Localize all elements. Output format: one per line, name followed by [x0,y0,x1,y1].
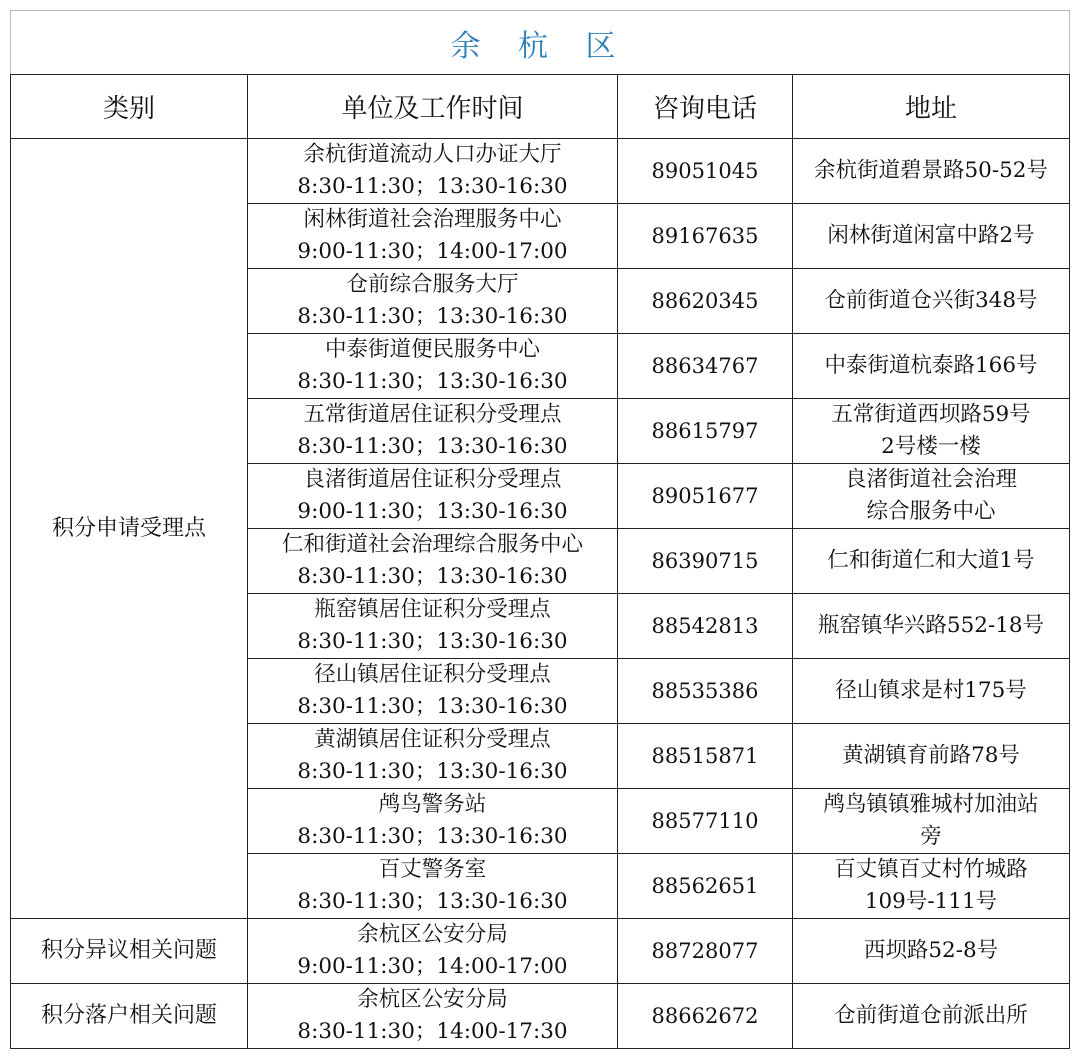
unit-name: 仓前综合服务大厅 [346,272,519,297]
address-line: 余杭街道碧景路50-52号 [814,158,1048,183]
address-cell [793,724,1070,789]
address-cell [793,659,1070,724]
unit-hours: 8:30-11:30；14:00-17:30 [297,1019,568,1044]
unit-cell [248,854,618,919]
phone-cell: 88577110 [618,789,793,854]
unit-name: 鸬鸟警务站 [378,792,487,817]
table-header-row [11,75,1070,139]
phone-cell: 88542813 [618,594,793,659]
unit-hours: 8:30-11:30；13:30-16:30 [297,434,568,459]
address-line-2: 2号楼一楼 [881,434,981,459]
unit-cell [248,399,618,464]
address-line: 良渚街道社会治理 [844,467,1017,492]
phone-cell: 88562651 [618,854,793,919]
table-row [11,984,1070,1049]
unit-hours: 8:30-11:30；13:30-16:30 [297,759,568,784]
unit-hours: 9:00-11:30；14:00-17:00 [297,239,568,264]
phone-cell: 88662672 [618,984,793,1049]
address-cell [793,529,1070,594]
unit-name: 仁和街道社会治理综合服务中心 [281,532,583,557]
unit-cell [248,594,618,659]
phone-cell: 88535386 [618,659,793,724]
category-dispute: 积分异议相关问题 [11,919,248,984]
unit-hours: 8:30-11:30；13:30-16:30 [297,304,568,329]
address-cell [793,464,1070,529]
address-cell [793,269,1070,334]
phone-cell: 86390715 [618,529,793,594]
address-cell [793,204,1070,269]
address-line-2: 综合服务中心 [866,499,996,524]
unit-name: 闲林街道社会治理服务中心 [303,207,562,232]
address-line-2: 109号-111号 [864,889,998,914]
address-cell [793,919,1070,984]
category-apply: 积分申请受理点 [11,139,248,919]
unit-hours: 8:30-11:30；13:30-16:30 [297,824,568,849]
unit-hours: 8:30-11:30；13:30-16:30 [297,694,568,719]
header-address: 地址 [793,75,1070,139]
address-line: 仓前街道仓兴街348号 [824,288,1038,313]
phone-cell: 88615797 [618,399,793,464]
header-category: 类别 [11,75,248,139]
unit-cell [248,204,618,269]
header-unit-hours: 单位及工作时间 [248,75,618,139]
unit-name: 余杭区公安分局 [357,987,508,1012]
unit-hours: 8:30-11:30；13:30-16:30 [297,629,568,654]
unit-hours: 9:00-11:30；13:30-16:30 [297,499,568,524]
address-line: 闲林街道闲富中路2号 [827,223,1035,248]
unit-cell [248,919,618,984]
address-cell [793,789,1070,854]
address-line: 径山镇求是村175号 [835,678,1027,703]
phone-cell: 88620345 [618,269,793,334]
unit-name: 五常街道居住证积分受理点 [303,402,562,427]
category-settle: 积分落户相关问题 [11,984,248,1049]
unit-name: 径山镇居住证积分受理点 [314,662,551,687]
address-line: 百丈镇百丈村竹城路 [834,857,1028,882]
address-line: 黄湖镇育前路78号 [842,743,1020,768]
unit-name: 瓶窑镇居住证积分受理点 [314,597,551,622]
address-cell [793,139,1070,204]
district-title: 余 杭 区 [10,10,1070,74]
address-cell [793,334,1070,399]
address-cell [793,984,1070,1049]
table-row [11,919,1070,984]
unit-cell [248,464,618,529]
unit-name: 中泰街道便民服务中心 [324,337,540,362]
unit-name: 黄湖镇居住证积分受理点 [314,727,551,752]
phone-cell: 88728077 [618,919,793,984]
unit-hours: 8:30-11:30；13:30-16:30 [297,369,568,394]
unit-hours: 8:30-11:30；13:30-16:30 [297,564,568,589]
address-line: 仁和街道仁和大道1号 [827,548,1035,573]
unit-hours: 8:30-11:30；13:30-16:30 [297,889,568,914]
phone-cell: 89167635 [618,204,793,269]
unit-name: 余杭区公安分局 [357,922,508,947]
unit-name: 百丈警务室 [378,857,487,882]
unit-cell [248,269,618,334]
unit-cell [248,529,618,594]
document-frame [10,10,1069,1050]
address-line: 五常街道西坝路59号 [831,402,1031,427]
phone-cell: 88515871 [618,724,793,789]
unit-cell [248,724,618,789]
phone-cell: 88634767 [618,334,793,399]
unit-cell [248,659,618,724]
table-row [11,139,1070,204]
unit-name: 良渚街道居住证积分受理点 [303,467,562,492]
phone-cell: 89051677 [618,464,793,529]
unit-hours: 8:30-11:30；13:30-16:30 [297,174,568,199]
address-cell [793,594,1070,659]
header-phone: 咨询电话 [618,75,793,139]
address-line: 仓前街道仓前派出所 [834,1003,1028,1028]
unit-hours: 9:00-11:30；14:00-17:00 [297,954,568,979]
unit-cell [248,334,618,399]
address-line: 西坝路52-8号 [863,938,999,963]
address-line: 鸬鸟镇镇雅城村加油站 [823,792,1039,817]
unit-cell [248,139,618,204]
unit-cell [248,789,618,854]
address-cell [793,399,1070,464]
address-line-2: 旁 [920,824,942,849]
unit-cell [248,984,618,1049]
phone-cell: 89051045 [618,139,793,204]
address-line: 中泰街道杭泰路166号 [824,353,1038,378]
service-points-table [10,74,1070,1049]
address-line: 瓶窑镇华兴路552-18号 [817,613,1045,638]
unit-name: 余杭街道流动人口办证大厅 [303,142,562,167]
address-cell [793,854,1070,919]
